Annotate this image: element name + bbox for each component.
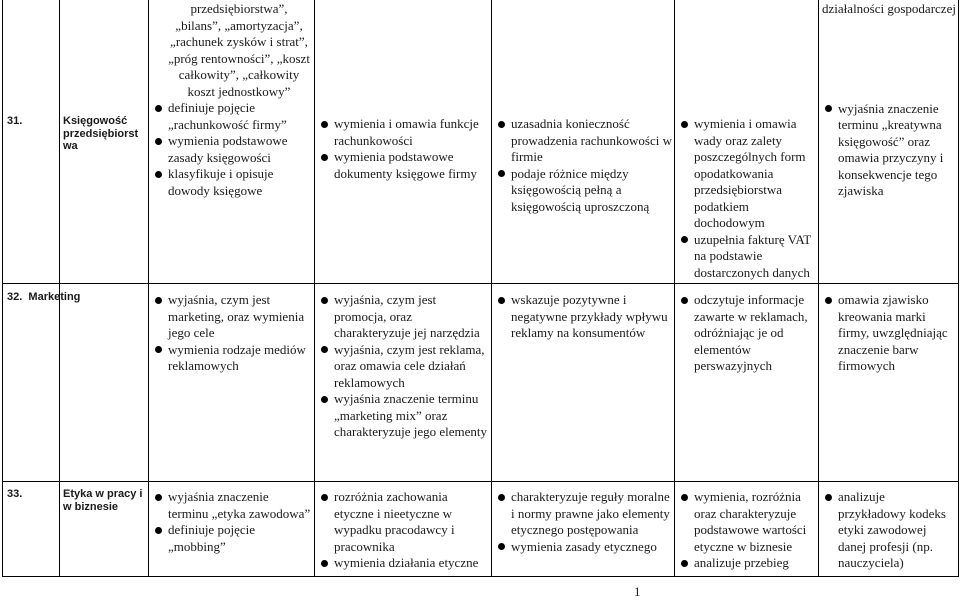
- table-border-right: [958, 0, 959, 577]
- list-item: wymienia, rozróżnia oraz charakteryzuje podstawowe wartości etyczne w biznesie: [678, 489, 816, 555]
- table-column-divider: [59, 0, 60, 577]
- list-item: charakteryzuje reguły moralne i normy prawne jako elementy etycznego postępowania: [495, 489, 673, 539]
- list-item: wyjaśnia, czym jest promocja, oraz charakteryzuje jej narzędzia: [318, 292, 490, 342]
- list-item: omawia zjawisko kreowania marki firmy, uwzględniając znaczenie barw firmowych: [822, 292, 956, 375]
- table-column-divider: [818, 0, 819, 577]
- row-number-topic: [7, 291, 147, 304]
- list-item: wymienia podstawowe dokumenty księgowe firmy: [318, 149, 490, 182]
- row-32-grade-dobra: [495, 292, 673, 342]
- row-31-grade-dopuszczajaca: [152, 1, 312, 199]
- list-item: wymienia rodzaje mediów reklamowych: [152, 342, 312, 375]
- row-33-grade-dostateczna: [318, 489, 490, 572]
- table-row-divider: [2, 481, 959, 482]
- row-33-grade-bardzo-dobra: [678, 489, 816, 572]
- table-border-left: [2, 0, 3, 577]
- list-item: wyjaśnia, czym jest marketing, oraz wymienia jego cele: [152, 292, 312, 342]
- row-number: 31.: [7, 115, 23, 127]
- list-item: wymienia zasady etycznego: [495, 539, 673, 556]
- list-item: podaje różnice między księgowością pełną a księgowością uproszczoną: [495, 166, 673, 216]
- row-31-grade-dobra: [495, 116, 673, 215]
- list-item: wskazuje pozytywne i negatywne przykłady wpływu reklamy na konsumentów: [495, 292, 673, 342]
- list-item: wymienia i omawia funkcje rachunkowości: [318, 116, 490, 149]
- row-33-grade-dobra: [495, 489, 673, 555]
- list-item: wyjaśnia znaczenie terminu „etyka zawodowa”: [152, 489, 312, 522]
- row-topic: Etyka w pracy i w biznesie: [63, 488, 143, 513]
- row-33-grade-celujaca: [822, 489, 956, 572]
- list-item: rozróżnia zachowania etyczne i nieetyczne w wypadku pracodawcy i pracownika: [318, 489, 490, 555]
- row-31-grade-celujaca: [822, 1, 956, 200]
- list-item: wyjaśnia znaczenie terminu „marketing mix” oraz charakteryzuje jego elementy: [318, 391, 490, 441]
- table-column-divider: [491, 0, 492, 577]
- table-border-bottom: [2, 576, 959, 577]
- list-item: uzasadnia konieczność prowadzenia rachunkowości w firmie: [495, 116, 673, 166]
- row-topic: Marketing: [28, 291, 81, 303]
- row-33-grade-dopuszczajaca: [152, 489, 312, 555]
- row-32-grade-dostateczna: [318, 292, 490, 441]
- list-item: wymienia działania etyczne: [318, 555, 490, 572]
- list-item: analizuje przykładowy kodeks etyki zawodowej danej profesji (np. nauczyciela): [822, 489, 956, 572]
- list-item: wymienia podstawowe zasady księgowości: [152, 133, 312, 166]
- row-32-grade-dopuszczajaca: [152, 292, 312, 375]
- row-number: 33.: [7, 488, 23, 500]
- list-item: wyjaśnia znaczenie terminu „kreatywna księgowość” oraz omawia przyczyny i konsekwencje tego zjawiska: [822, 101, 956, 200]
- table-column-divider: [674, 0, 675, 577]
- list-item: analizuje przebieg: [678, 555, 816, 572]
- list-item: wyjaśnia, czym jest reklama, oraz omawia cele działań reklamowych: [318, 342, 490, 392]
- continued-text: działalności gospodarczej: [822, 1, 956, 16]
- list-item: wymienia i omawia wady oraz zalety poszczególnych form opodatkowania przedsiębiorstwa podatkiem dochodowym: [678, 116, 816, 232]
- list-item: odczytuje informacje zawarte w reklamach, odróżniając je od elementów perswazyjnych: [678, 292, 816, 375]
- list-item: definiuje pojęcie „rachunkowość firmy”: [152, 100, 312, 133]
- row-topic: Księgowość przedsiębiorst wa: [63, 115, 139, 152]
- row-31-grade-bardzo-dobra: [678, 116, 816, 281]
- row-number: 32.: [7, 291, 23, 303]
- list-item: klasyfikuje i opisuje dowody księgowe: [152, 166, 312, 199]
- page-number: 1: [634, 584, 641, 599]
- continued-text: przedsiębiorstwa”, „bilans”, „amortyzacja”, „rachunek zysków i strat”, „próg rentowności”, „koszt całkowity”, „całkowity koszt jednostkowy”: [168, 1, 310, 99]
- table-row-divider: [2, 283, 959, 284]
- list-item: uzupełnia fakturę VAT na podstawie dostarczonych danych: [678, 232, 816, 282]
- row-31-grade-dostateczna: [318, 116, 490, 182]
- table-column-divider: [314, 0, 315, 577]
- list-item: definiuje pojęcie „mobbing”: [152, 522, 312, 555]
- row-32-grade-bardzo-dobra: [678, 292, 816, 375]
- row-32-grade-celujaca: [822, 292, 956, 375]
- table-column-divider: [148, 0, 149, 577]
